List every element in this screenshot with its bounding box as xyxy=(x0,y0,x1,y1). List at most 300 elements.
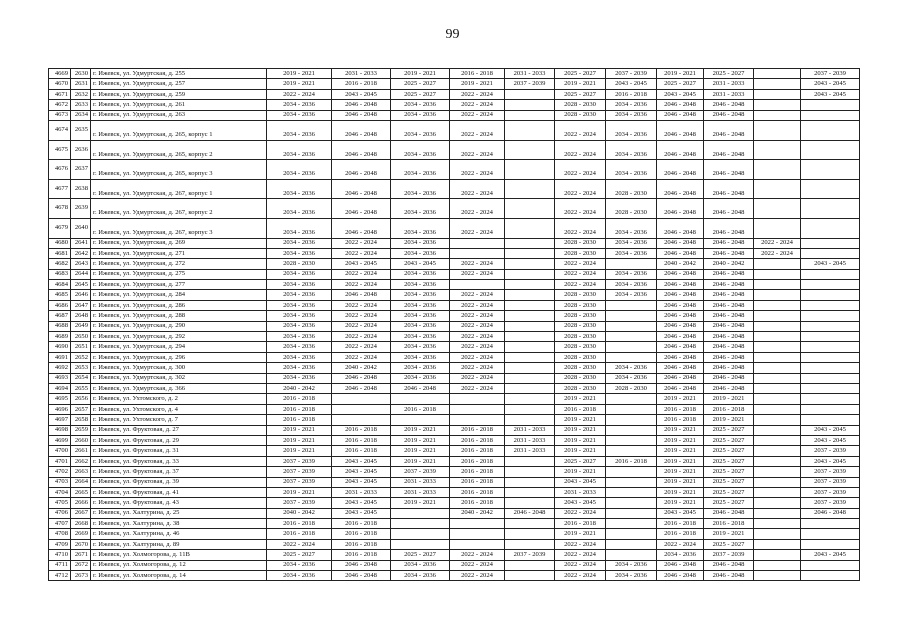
year-range-cell xyxy=(332,404,391,414)
table-row xyxy=(49,363,860,373)
year-range-cell: 2022 - 2024 xyxy=(332,321,391,331)
year-range-cell xyxy=(801,332,860,342)
year-range-cell: 2022 - 2024 xyxy=(555,560,606,570)
year-range-cell: 2034 - 2036 xyxy=(267,199,332,219)
table-row xyxy=(49,539,860,549)
year-range-cell: 2025 - 2027 xyxy=(704,539,754,549)
year-range-cell: 2034 - 2036 xyxy=(391,363,450,373)
year-range-cell: 2022 - 2024 xyxy=(267,539,332,549)
year-range-cell: 2019 - 2021 xyxy=(450,79,505,89)
address-cell: г. Ижевск, ул. Удмуртская, д. 272 xyxy=(91,259,267,269)
year-range-cell: 2031 - 2033 xyxy=(505,435,555,445)
year-range-cell: 2037 - 2039 xyxy=(704,550,754,560)
address-cell: г. Ижевск, ул. Удмуртская, д. 277 xyxy=(91,280,267,290)
row-number-cell: 4696 xyxy=(49,404,71,414)
year-range-cell: 2034 - 2036 xyxy=(391,238,450,248)
year-range-cell: 2019 - 2021 xyxy=(267,79,332,89)
year-range-cell: 2043 - 2045 xyxy=(801,435,860,445)
year-range-cell: 2046 - 2048 xyxy=(657,332,704,342)
year-range-cell: 2019 - 2021 xyxy=(657,435,704,445)
address-cell: г. Ижевск, ул. Удмуртская, д. 261 xyxy=(91,100,267,110)
year-range-cell: 2046 - 2048 xyxy=(704,290,754,300)
year-range-cell: 2025 - 2027 xyxy=(555,69,606,79)
table-row xyxy=(49,394,860,404)
row-number-cell: 4693 xyxy=(49,373,71,383)
year-range-cell: 2034 - 2036 xyxy=(267,352,332,362)
year-range-cell: 2019 - 2021 xyxy=(391,446,450,456)
year-range-cell: 2046 - 2048 xyxy=(657,363,704,373)
year-range-cell: 2028 - 2030 xyxy=(555,248,606,258)
year-range-cell: 2016 - 2018 xyxy=(450,487,505,497)
year-range-cell: 2022 - 2024 xyxy=(450,140,505,160)
year-range-cell xyxy=(505,467,555,477)
year-range-cell xyxy=(754,269,801,279)
year-range-cell: 2016 - 2018 xyxy=(450,498,505,508)
building-index-cell: 2652 xyxy=(71,352,91,362)
row-number-cell: 4684 xyxy=(49,280,71,290)
year-range-cell: 2046 - 2048 xyxy=(332,110,391,120)
year-range-cell xyxy=(606,508,657,518)
year-range-cell: 2028 - 2030 xyxy=(606,383,657,393)
year-range-cell: 2016 - 2018 xyxy=(332,529,391,539)
year-range-cell xyxy=(606,342,657,352)
year-range-cell xyxy=(754,290,801,300)
year-range-cell xyxy=(606,435,657,445)
year-range-cell: 2031 - 2033 xyxy=(332,69,391,79)
year-range-cell: 2016 - 2018 xyxy=(450,467,505,477)
year-range-cell: 2031 - 2033 xyxy=(704,89,754,99)
address-cell: г. Ижевск, ул. Халтурина, д. 46 xyxy=(91,529,267,539)
year-range-cell: 2046 - 2048 xyxy=(704,269,754,279)
year-range-cell: 2028 - 2030 xyxy=(555,238,606,248)
table-row xyxy=(49,280,860,290)
year-range-cell xyxy=(801,394,860,404)
year-range-cell: 2025 - 2027 xyxy=(704,446,754,456)
year-range-cell: 2022 - 2024 xyxy=(450,89,505,99)
table-row xyxy=(49,160,860,180)
year-range-cell xyxy=(754,435,801,445)
table-row xyxy=(49,467,860,477)
year-range-cell: 2031 - 2033 xyxy=(505,446,555,456)
year-range-cell: 2037 - 2039 xyxy=(505,550,555,560)
year-range-cell: 2016 - 2018 xyxy=(450,446,505,456)
year-range-cell: 2016 - 2018 xyxy=(332,539,391,549)
year-range-cell: 2019 - 2021 xyxy=(657,487,704,497)
year-range-cell: 2022 - 2024 xyxy=(332,238,391,248)
address-cell: г. Ижевск, ул. Удмуртская, д. 302 xyxy=(91,373,267,383)
year-range-cell: 2022 - 2024 xyxy=(657,539,704,549)
year-range-cell: 2046 - 2048 xyxy=(704,508,754,518)
address-cell: г. Ижевск, ул. Фруктовая, д. 31 xyxy=(91,446,267,456)
year-range-cell: 2046 - 2048 xyxy=(704,218,754,238)
table-row xyxy=(49,238,860,248)
address-cell: г. Ижевск, ул. Удмуртская, д. 275 xyxy=(91,269,267,279)
year-range-cell xyxy=(505,352,555,362)
year-range-cell: 2046 - 2048 xyxy=(657,248,704,258)
year-range-cell xyxy=(754,519,801,529)
year-range-cell: 2034 - 2036 xyxy=(606,571,657,581)
year-range-cell: 2046 - 2048 xyxy=(704,311,754,321)
table-row xyxy=(49,560,860,570)
address-cell: г. Ижевск, ул. Халтурина, д. 89 xyxy=(91,539,267,549)
year-range-cell: 2037 - 2039 xyxy=(801,69,860,79)
year-range-cell: 2034 - 2036 xyxy=(391,280,450,290)
year-range-cell: 2022 - 2024 xyxy=(450,100,505,110)
year-range-cell xyxy=(505,332,555,342)
year-range-cell xyxy=(505,571,555,581)
year-range-cell: 2034 - 2036 xyxy=(267,300,332,310)
year-range-cell xyxy=(505,342,555,352)
year-range-cell xyxy=(754,404,801,414)
year-range-cell: 2025 - 2027 xyxy=(391,79,450,89)
year-range-cell: 2037 - 2039 xyxy=(267,498,332,508)
year-range-cell: 2034 - 2036 xyxy=(391,269,450,279)
building-index-cell: 2641 xyxy=(71,238,91,248)
building-index-cell: 2642 xyxy=(71,248,91,258)
year-range-cell: 2037 - 2039 xyxy=(267,456,332,466)
year-range-cell: 2028 - 2030 xyxy=(555,332,606,342)
year-range-cell: 2022 - 2024 xyxy=(555,218,606,238)
year-range-cell xyxy=(801,529,860,539)
year-range-cell: 2046 - 2048 xyxy=(657,280,704,290)
address-cell: г. Ижевск, ул. Удмуртская, д. 290 xyxy=(91,321,267,331)
year-range-cell: 2034 - 2036 xyxy=(267,280,332,290)
year-range-cell: 2025 - 2027 xyxy=(267,550,332,560)
year-range-cell xyxy=(505,415,555,425)
year-range-cell: 2046 - 2048 xyxy=(332,560,391,570)
year-range-cell xyxy=(754,69,801,79)
year-range-cell: 2046 - 2048 xyxy=(657,218,704,238)
year-range-cell: 2034 - 2036 xyxy=(606,100,657,110)
address-cell: г. Ижевск, ул. Удмуртская, д. 296 xyxy=(91,352,267,362)
year-range-cell: 2028 - 2030 xyxy=(606,199,657,219)
year-range-cell: 2022 - 2024 xyxy=(450,269,505,279)
year-range-cell: 2025 - 2027 xyxy=(391,550,450,560)
table-row xyxy=(49,100,860,110)
year-range-cell: 2022 - 2024 xyxy=(555,179,606,199)
year-range-cell xyxy=(801,300,860,310)
year-range-cell: 2046 - 2048 xyxy=(332,160,391,180)
address-cell: г. Ижевск, ул. Удмуртская, д. 300 xyxy=(91,363,267,373)
year-range-cell: 2031 - 2033 xyxy=(332,487,391,497)
year-range-cell: 2034 - 2036 xyxy=(606,290,657,300)
year-range-cell: 2046 - 2048 xyxy=(332,100,391,110)
year-range-cell: 2016 - 2018 xyxy=(332,435,391,445)
address-cell: г. Ижевск, ул. Удмуртская, д. 267, корпус 3 xyxy=(91,218,267,238)
year-range-cell: 2043 - 2045 xyxy=(801,79,860,89)
year-range-cell: 2034 - 2036 xyxy=(391,100,450,110)
year-range-cell: 2016 - 2018 xyxy=(267,404,332,414)
year-range-cell xyxy=(754,259,801,269)
year-range-cell: 2022 - 2024 xyxy=(450,300,505,310)
table-row xyxy=(49,248,860,258)
year-range-cell xyxy=(505,539,555,549)
year-range-cell xyxy=(450,529,505,539)
year-range-cell: 2022 - 2024 xyxy=(332,300,391,310)
year-range-cell: 2016 - 2018 xyxy=(450,435,505,445)
year-range-cell: 2034 - 2036 xyxy=(391,311,450,321)
row-number-cell: 4694 xyxy=(49,383,71,393)
year-range-cell: 2046 - 2048 xyxy=(657,300,704,310)
year-range-cell: 2037 - 2039 xyxy=(391,467,450,477)
year-range-cell xyxy=(606,529,657,539)
year-range-cell: 2043 - 2045 xyxy=(801,425,860,435)
year-range-cell: 2022 - 2024 xyxy=(332,332,391,342)
address-cell: г. Ижевск, ул. Фруктовая, д. 39 xyxy=(91,477,267,487)
year-range-cell: 2043 - 2045 xyxy=(332,259,391,269)
year-range-cell: 2019 - 2021 xyxy=(391,498,450,508)
building-index-cell: 2645 xyxy=(71,280,91,290)
year-range-cell: 2022 - 2024 xyxy=(555,571,606,581)
year-range-cell: 2046 - 2048 xyxy=(704,342,754,352)
year-range-cell xyxy=(801,404,860,414)
row-number-cell: 4673 xyxy=(49,110,71,120)
table-row xyxy=(49,415,860,425)
year-range-cell xyxy=(754,425,801,435)
table-row xyxy=(49,519,860,529)
building-index-cell: 2647 xyxy=(71,300,91,310)
year-range-cell: 2034 - 2036 xyxy=(391,160,450,180)
year-range-cell: 2022 - 2024 xyxy=(555,280,606,290)
year-range-cell xyxy=(505,199,555,219)
row-number-cell: 4682 xyxy=(49,259,71,269)
year-range-cell: 2019 - 2021 xyxy=(391,435,450,445)
year-range-cell xyxy=(754,140,801,160)
table-row xyxy=(49,311,860,321)
year-range-cell xyxy=(801,290,860,300)
year-range-cell: 2046 - 2048 xyxy=(332,218,391,238)
year-range-cell xyxy=(505,110,555,120)
year-range-cell xyxy=(450,519,505,529)
row-number-cell: 4670 xyxy=(49,79,71,89)
row-number-cell: 4678 xyxy=(49,199,71,219)
year-range-cell: 2046 - 2048 xyxy=(657,352,704,362)
building-index-cell: 2632 xyxy=(71,89,91,99)
row-number-cell: 4709 xyxy=(49,539,71,549)
year-range-cell: 2016 - 2018 xyxy=(332,425,391,435)
year-range-cell xyxy=(505,248,555,258)
year-range-cell: 2028 - 2030 xyxy=(606,179,657,199)
row-number-cell: 4688 xyxy=(49,321,71,331)
year-range-cell: 2016 - 2018 xyxy=(267,529,332,539)
year-range-cell: 2034 - 2036 xyxy=(267,373,332,383)
year-range-cell xyxy=(801,100,860,110)
address-cell: г. Ижевск, ул. Фруктовая, д. 33 xyxy=(91,456,267,466)
year-range-cell xyxy=(606,394,657,404)
year-range-cell xyxy=(754,89,801,99)
table-row xyxy=(49,290,860,300)
row-number-cell: 4683 xyxy=(49,269,71,279)
year-range-cell xyxy=(754,529,801,539)
year-range-cell: 2034 - 2036 xyxy=(391,321,450,331)
year-range-cell: 2016 - 2018 xyxy=(704,519,754,529)
year-range-cell xyxy=(606,321,657,331)
row-number-cell: 4672 xyxy=(49,100,71,110)
year-range-cell: 2034 - 2036 xyxy=(606,373,657,383)
year-range-cell: 2022 - 2024 xyxy=(332,269,391,279)
year-range-cell: 2016 - 2018 xyxy=(267,519,332,529)
year-range-cell: 2034 - 2036 xyxy=(391,218,450,238)
year-range-cell: 2046 - 2048 xyxy=(657,311,704,321)
row-number-cell: 4685 xyxy=(49,290,71,300)
year-range-cell: 2034 - 2036 xyxy=(267,238,332,248)
year-range-cell: 2028 - 2030 xyxy=(555,321,606,331)
row-number-cell: 4691 xyxy=(49,352,71,362)
year-range-cell: 2037 - 2039 xyxy=(801,446,860,456)
year-range-cell: 2043 - 2045 xyxy=(555,498,606,508)
year-range-cell: 2019 - 2021 xyxy=(657,446,704,456)
year-range-cell: 2034 - 2036 xyxy=(391,560,450,570)
row-number-cell: 4708 xyxy=(49,529,71,539)
table-row xyxy=(49,550,860,560)
address-cell: г. Ижевск, ул. Удмуртская, д. 255 xyxy=(91,69,267,79)
building-index-cell: 2661 xyxy=(71,446,91,456)
year-range-cell: 2046 - 2048 xyxy=(704,383,754,393)
address-cell: г. Ижевск, ул. Фруктовая, д. 43 xyxy=(91,498,267,508)
year-range-cell: 2034 - 2036 xyxy=(391,110,450,120)
year-range-cell xyxy=(754,300,801,310)
year-range-cell: 2034 - 2036 xyxy=(267,110,332,120)
year-range-cell: 2034 - 2036 xyxy=(657,550,704,560)
year-range-cell: 2046 - 2048 xyxy=(704,280,754,290)
year-range-cell xyxy=(754,456,801,466)
year-range-cell xyxy=(505,259,555,269)
year-range-cell xyxy=(754,120,801,140)
year-range-cell xyxy=(801,280,860,290)
year-range-cell: 2022 - 2024 xyxy=(450,352,505,362)
year-range-cell: 2043 - 2045 xyxy=(391,259,450,269)
year-range-cell xyxy=(606,311,657,321)
year-range-cell: 2019 - 2021 xyxy=(704,415,754,425)
building-index-cell: 2670 xyxy=(71,539,91,549)
year-range-cell: 2028 - 2030 xyxy=(267,259,332,269)
year-range-cell: 2022 - 2024 xyxy=(450,179,505,199)
year-range-cell: 2043 - 2045 xyxy=(332,498,391,508)
year-range-cell xyxy=(505,394,555,404)
year-range-cell: 2046 - 2048 xyxy=(657,199,704,219)
year-range-cell xyxy=(754,352,801,362)
year-range-cell xyxy=(801,218,860,238)
building-index-cell: 2646 xyxy=(71,290,91,300)
year-range-cell: 2019 - 2021 xyxy=(555,446,606,456)
year-range-cell: 2034 - 2036 xyxy=(391,342,450,352)
year-range-cell: 2022 - 2024 xyxy=(450,571,505,581)
year-range-cell: 2046 - 2048 xyxy=(332,290,391,300)
year-range-cell: 2022 - 2024 xyxy=(555,269,606,279)
year-range-cell: 2022 - 2024 xyxy=(754,248,801,258)
year-range-cell: 2046 - 2048 xyxy=(505,508,555,518)
year-range-cell: 2034 - 2036 xyxy=(267,179,332,199)
year-range-cell xyxy=(801,342,860,352)
year-range-cell: 2016 - 2018 xyxy=(555,404,606,414)
year-range-cell xyxy=(505,456,555,466)
year-range-cell xyxy=(606,487,657,497)
year-range-cell xyxy=(450,248,505,258)
year-range-cell xyxy=(754,179,801,199)
row-number-cell: 4697 xyxy=(49,415,71,425)
year-range-cell: 2034 - 2036 xyxy=(606,363,657,373)
year-range-cell: 2046 - 2048 xyxy=(332,571,391,581)
year-range-cell: 2022 - 2024 xyxy=(332,352,391,362)
row-number-cell: 4698 xyxy=(49,425,71,435)
year-range-cell: 2040 - 2042 xyxy=(267,383,332,393)
year-range-cell xyxy=(391,508,450,518)
table-row xyxy=(49,446,860,456)
table-row xyxy=(49,179,860,199)
year-range-cell: 2022 - 2024 xyxy=(267,89,332,99)
year-range-cell xyxy=(754,110,801,120)
year-range-cell: 2034 - 2036 xyxy=(391,373,450,383)
year-range-cell: 2034 - 2036 xyxy=(606,140,657,160)
building-index-cell: 2671 xyxy=(71,550,91,560)
building-index-cell: 2668 xyxy=(71,519,91,529)
year-range-cell xyxy=(606,446,657,456)
table-row xyxy=(49,259,860,269)
year-range-cell: 2022 - 2024 xyxy=(332,280,391,290)
table-row xyxy=(49,571,860,581)
table-row xyxy=(49,508,860,518)
year-range-cell: 2022 - 2024 xyxy=(450,342,505,352)
year-range-cell xyxy=(505,179,555,199)
year-range-cell xyxy=(801,539,860,549)
year-range-cell: 2037 - 2039 xyxy=(801,477,860,487)
building-index-cell: 2660 xyxy=(71,435,91,445)
year-range-cell: 2022 - 2024 xyxy=(450,110,505,120)
address-cell: г. Ижевск, ул. Холмогорова, д. 14 xyxy=(91,571,267,581)
year-range-cell xyxy=(606,477,657,487)
year-range-cell: 2025 - 2027 xyxy=(704,69,754,79)
year-range-cell xyxy=(754,498,801,508)
building-index-cell: 2653 xyxy=(71,363,91,373)
year-range-cell: 2025 - 2027 xyxy=(555,456,606,466)
row-number-cell: 4674 xyxy=(49,120,71,140)
year-range-cell: 2019 - 2021 xyxy=(555,467,606,477)
table-row xyxy=(49,300,860,310)
year-range-cell xyxy=(505,100,555,110)
year-range-cell: 2022 - 2024 xyxy=(450,199,505,219)
address-cell: г. Ижевск, ул. Халтурина, д. 38 xyxy=(91,519,267,529)
year-range-cell xyxy=(801,248,860,258)
year-range-cell xyxy=(754,550,801,560)
year-range-cell xyxy=(450,280,505,290)
year-range-cell: 2040 - 2042 xyxy=(450,508,505,518)
year-range-cell: 2034 - 2036 xyxy=(606,560,657,570)
year-range-cell: 2043 - 2045 xyxy=(801,89,860,99)
year-range-cell: 2034 - 2036 xyxy=(606,238,657,248)
year-range-cell: 2034 - 2036 xyxy=(606,280,657,290)
year-range-cell xyxy=(754,199,801,219)
year-range-cell xyxy=(505,487,555,497)
year-range-cell: 2016 - 2018 xyxy=(450,477,505,487)
address-cell: г. Ижевск, ул. Удмуртская, д. 271 xyxy=(91,248,267,258)
year-range-cell xyxy=(606,259,657,269)
year-range-cell: 2037 - 2039 xyxy=(267,467,332,477)
year-range-cell: 2037 - 2039 xyxy=(801,498,860,508)
row-number-cell: 4702 xyxy=(49,467,71,477)
building-index-cell: 2640 xyxy=(71,218,91,238)
address-cell: г. Ижевск, ул. Удмуртская, д. 284 xyxy=(91,290,267,300)
year-range-cell: 2046 - 2048 xyxy=(704,160,754,180)
year-range-cell xyxy=(450,404,505,414)
year-range-cell xyxy=(754,415,801,425)
building-index-cell: 2633 xyxy=(71,100,91,110)
year-range-cell: 2046 - 2048 xyxy=(704,363,754,373)
address-cell: г. Ижевск, ул. Ухтомского, д. 4 xyxy=(91,404,267,414)
year-range-cell: 2046 - 2048 xyxy=(704,120,754,140)
year-range-cell: 2043 - 2045 xyxy=(606,79,657,89)
year-range-cell: 2037 - 2039 xyxy=(801,487,860,497)
year-range-cell: 2019 - 2021 xyxy=(657,467,704,477)
